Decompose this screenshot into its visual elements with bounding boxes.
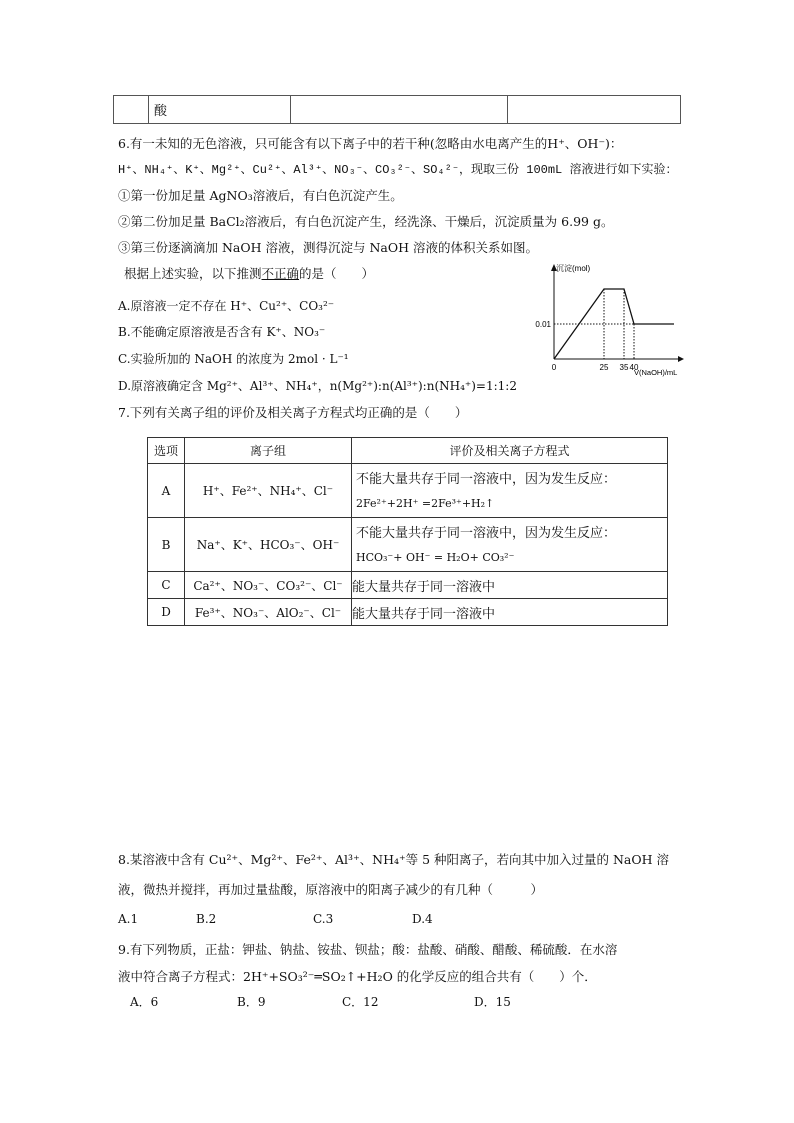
row-option: A	[148, 464, 185, 518]
q6-question	[124, 264, 374, 282]
q6-exp3: ③第三份逐滴滴加 NaOH 溶液，测得沉淀与 NaOH 溶液的体积关系如图。	[118, 240, 538, 255]
header-evaluation: 评价及相关离子方程式	[352, 438, 668, 464]
q6-ions: H⁺、NH₄⁺、K⁺、Mg²⁺、Cu²⁺、Al³⁺、NO₃⁻、CO₃²⁻、SO₄²⁻，现取三份 100mL 溶液进行如下实验：	[118, 163, 678, 177]
previous-question-table	[113, 95, 681, 124]
q7-stem: 7.下列有关离子组的评价及相关离子方程式均正确的是（ ）	[118, 405, 468, 420]
header-option: 选项	[148, 438, 185, 464]
q9-line2: 液中符合离子方程式：2H⁺+SO₃²⁻═SO₂↑+H₂O 的化学反应的组合共有（ ）个．	[118, 969, 597, 984]
q8-option-b: B.2	[196, 912, 217, 926]
q9-option-a: A．6	[130, 995, 159, 1009]
row-ions: H⁺、Fe²⁺、NH₄⁺、Cl⁻	[185, 464, 352, 518]
q6-option-b: B.不能确定原溶液是否含有 K⁺、NO₃⁻	[118, 325, 326, 339]
row-ions: Ca²⁺、NO₃⁻、CO₃²⁻、Cl⁻	[185, 572, 352, 599]
evaluation-text: 不能大量共存于同一溶液中，因为发生反应：	[356, 471, 617, 487]
q6-option-a: A.原溶液一定不存在 H⁺、Cu²⁺、CO₃²⁻	[118, 299, 335, 313]
table-cell	[291, 96, 508, 124]
q8-line1: 8.某溶液中含有 Cu²⁺、Mg²⁺、Fe²⁺、Al³⁺、NH₄⁺等 5 种阳离子，若向其中加入过量的 NaOH 溶	[118, 852, 669, 867]
y-axis-label: 沉淀(mol)	[556, 264, 591, 273]
table-row	[148, 572, 668, 599]
header-ion-group: 离子组	[185, 438, 352, 464]
row-evaluation	[352, 464, 668, 518]
q6-exp1: ①第一份加足量 AgNO₃溶液后，有白色沉淀产生。	[118, 188, 403, 203]
q9-option-d: D．15	[474, 995, 511, 1009]
q6-option-c: C.实验所加的 NaOH 的浓度为 2mol · L⁻¹	[118, 352, 349, 366]
q6-question-underlined: 不正确	[261, 266, 300, 281]
q8-line2: 液，微热并搅拌，再加过量盐酸，原溶液中的阳离子减少的有几种（ ）	[118, 882, 544, 897]
row-option: B	[148, 518, 185, 572]
table-cell	[508, 96, 681, 124]
q6-stem: 6.有一未知的无色溶液，只可能含有以下离子中的若干种(忽略由水电离产生的H⁺、OH⁻)：	[118, 136, 623, 151]
row-evaluation	[352, 518, 668, 572]
x-axis-label: V(NaOH)/mL	[634, 368, 678, 377]
q9-option-b: B．9	[237, 995, 266, 1009]
table-row	[148, 464, 668, 518]
precipitate-volume-chart	[528, 258, 688, 386]
x-tick-label: 25	[599, 363, 609, 372]
table-cell	[114, 96, 149, 124]
x-axis-arrow	[678, 356, 684, 362]
table-row	[148, 599, 668, 626]
q6-option-d: D.原溶液确定含 Mg²⁺、Al³⁺、NH₄⁺，n(Mg²⁺):n(Al³⁺):n(NH₄⁺)=1:1:2	[118, 379, 517, 393]
x-tick-label: 35	[619, 363, 629, 372]
table-header-row	[148, 438, 668, 464]
q6-question-pre: 根据上述实验，以下推测	[124, 266, 262, 281]
row-ions: Na⁺、K⁺、HCO₃⁻、OH⁻	[185, 518, 352, 572]
row-evaluation: 能大量共存于同一溶液中	[352, 599, 668, 626]
q8-option-a: A.1	[118, 912, 139, 926]
table-cell: 酸	[149, 96, 291, 124]
q6-question-post: 的是（ ）	[299, 266, 375, 281]
row-option: D	[148, 599, 185, 626]
evaluation-equation: HCO₃⁻+ OH⁻ = H₂O+ CO₃²⁻	[356, 550, 515, 564]
q6-exp2: ②第二份加足量 BaCl₂溶液后，有白色沉淀产生，经洗涤、干燥后，沉淀质量为 6.99 g。	[118, 214, 614, 229]
y-tick-label: 0.01	[535, 320, 551, 329]
x-tick-label: 0	[551, 363, 557, 372]
row-evaluation: 能大量共存于同一溶液中	[352, 572, 668, 599]
q9-line1: 9.有下列物质，正盐：钾盐、钠盐、铵盐、钡盐；酸：盐酸、硝酸、醋酸、稀硫酸．在水溶	[118, 942, 618, 957]
q8-option-d: D.4	[412, 912, 433, 926]
table-row	[148, 518, 668, 572]
x-tick-label: 40	[629, 363, 639, 372]
row-ions: Fe³⁺、NO₃⁻、AlO₂⁻、Cl⁻	[185, 599, 352, 626]
row-option: C	[148, 572, 185, 599]
q8-option-c: C.3	[313, 912, 334, 926]
evaluation-text: 不能大量共存于同一溶液中，因为发生反应：	[356, 525, 617, 541]
evaluation-equation: 2Fe²⁺+2H⁺ =2Fe³⁺+H₂↑	[356, 496, 495, 510]
q9-option-c: C．12	[342, 995, 379, 1009]
q7-table	[147, 437, 668, 626]
